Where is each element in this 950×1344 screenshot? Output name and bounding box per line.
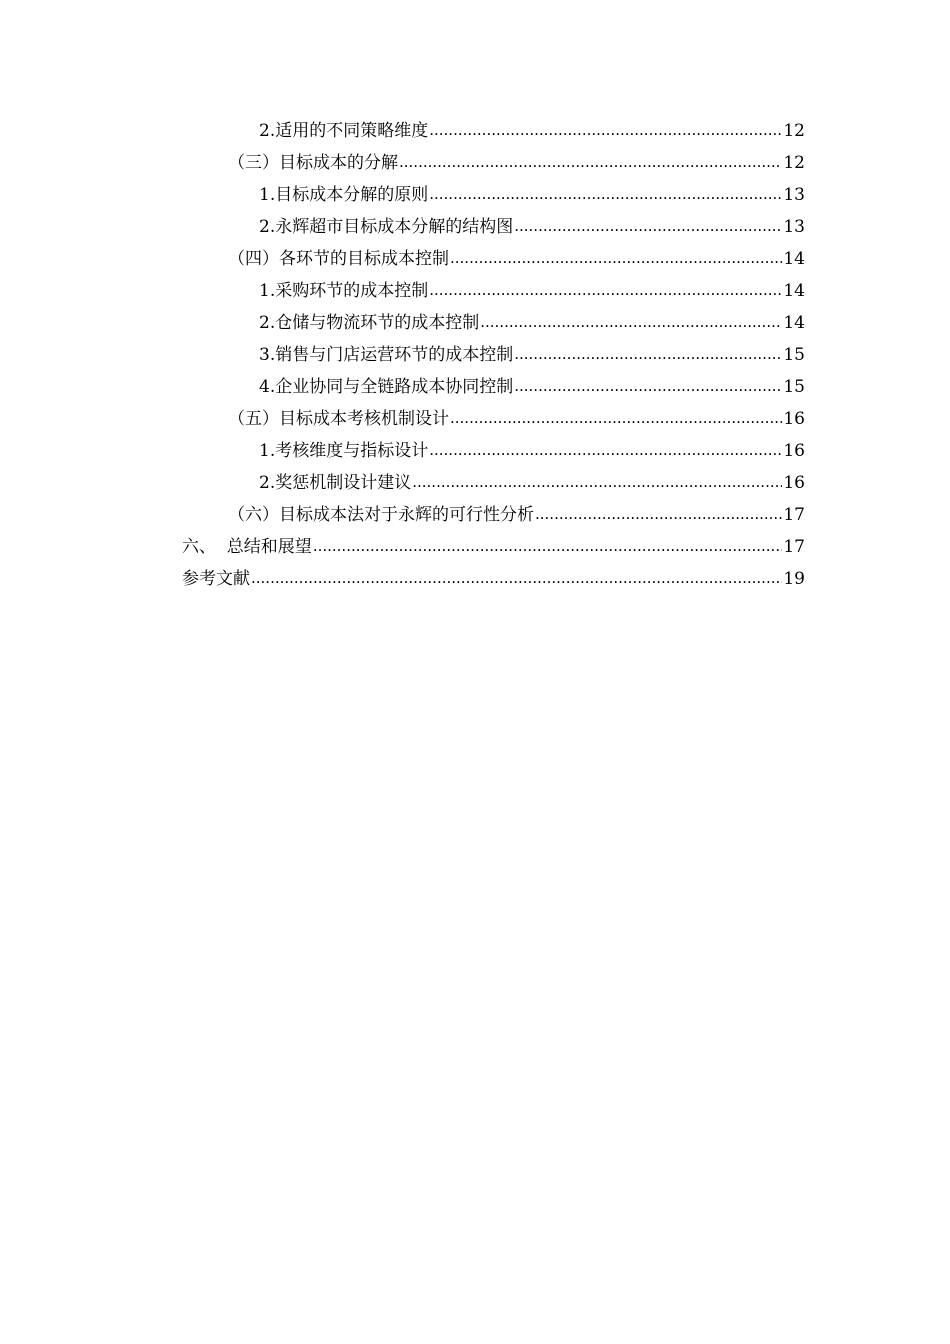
toc-entry-title: 3.销售与门店运营环节的成本控制 — [259, 345, 514, 365]
toc-page-number: 15 — [783, 377, 805, 397]
toc-entry-title: （五）目标成本考核机制设计 — [228, 409, 449, 429]
toc-entry[interactable] — [182, 339, 805, 371]
toc-dot-leader — [514, 338, 782, 370]
toc-dot-leader — [535, 498, 782, 530]
toc-page-number: 16 — [783, 409, 805, 429]
toc-dot-leader — [450, 242, 782, 274]
toc-dot-leader — [429, 178, 782, 210]
toc-page-number: 14 — [783, 281, 805, 301]
toc-entry[interactable] — [182, 499, 805, 531]
table-of-contents — [182, 115, 805, 595]
toc-entry[interactable] — [182, 179, 805, 211]
toc-entry-title: 六、 总结和展望 — [182, 537, 312, 557]
toc-entry[interactable] — [182, 467, 805, 499]
toc-entry[interactable] — [182, 435, 805, 467]
toc-entry[interactable] — [182, 307, 805, 339]
toc-entry-title: 1.考核维度与指标设计 — [259, 441, 429, 461]
toc-entry[interactable] — [182, 371, 805, 403]
toc-page-number: 13 — [783, 185, 805, 205]
toc-entry-title: 2.奖惩机制设计建议 — [259, 473, 412, 493]
toc-dot-leader — [450, 402, 782, 434]
toc-entry-title: 2.永辉超市目标成本分解的结构图 — [259, 217, 514, 237]
toc-page-number: 12 — [783, 153, 805, 173]
toc-dot-leader — [313, 530, 783, 562]
toc-page-number: 14 — [783, 313, 805, 333]
toc-entry[interactable] — [182, 211, 805, 243]
toc-entry[interactable] — [182, 147, 805, 179]
toc-dot-leader — [399, 146, 782, 178]
toc-entry[interactable] — [182, 243, 805, 275]
toc-dot-leader — [429, 114, 782, 146]
toc-dot-leader — [429, 434, 782, 466]
toc-entry[interactable] — [182, 531, 805, 563]
toc-dot-leader — [514, 210, 782, 242]
toc-page-number: 16 — [783, 441, 805, 461]
toc-entry-title: 4.企业协同与全链路成本协同控制 — [259, 377, 514, 397]
toc-dot-leader — [412, 466, 782, 498]
toc-entry-title: 2.仓储与物流环节的成本控制 — [259, 313, 480, 333]
toc-page-number: 17 — [783, 505, 805, 525]
toc-entry-title: （四）各环节的目标成本控制 — [228, 249, 449, 269]
toc-page-number: 13 — [783, 217, 805, 237]
toc-entry[interactable] — [182, 115, 805, 147]
toc-entry[interactable] — [182, 275, 805, 307]
toc-entry-title: 1.目标成本分解的原则 — [259, 185, 429, 205]
toc-page-number: 15 — [783, 345, 805, 365]
toc-entry[interactable] — [182, 563, 805, 595]
toc-page-number: 16 — [783, 473, 805, 493]
toc-entry-title: 2.适用的不同策略维度 — [259, 121, 429, 141]
toc-page-number: 14 — [783, 249, 805, 269]
toc-entry-title: （六）目标成本法对于永辉的可行性分析 — [228, 505, 534, 525]
toc-entry-title: 1.采购环节的成本控制 — [259, 281, 429, 301]
toc-entry-title: （三）目标成本的分解 — [228, 153, 398, 173]
toc-entry-title: 参考文献 — [182, 569, 250, 589]
toc-dot-leader — [480, 306, 782, 338]
toc-page-number: 12 — [783, 121, 805, 141]
toc-page-number: 17 — [783, 537, 805, 557]
toc-page-number: 19 — [783, 569, 805, 589]
toc-dot-leader — [429, 274, 782, 306]
toc-dot-leader — [514, 370, 782, 402]
toc-entry[interactable] — [182, 403, 805, 435]
toc-dot-leader — [251, 562, 782, 594]
